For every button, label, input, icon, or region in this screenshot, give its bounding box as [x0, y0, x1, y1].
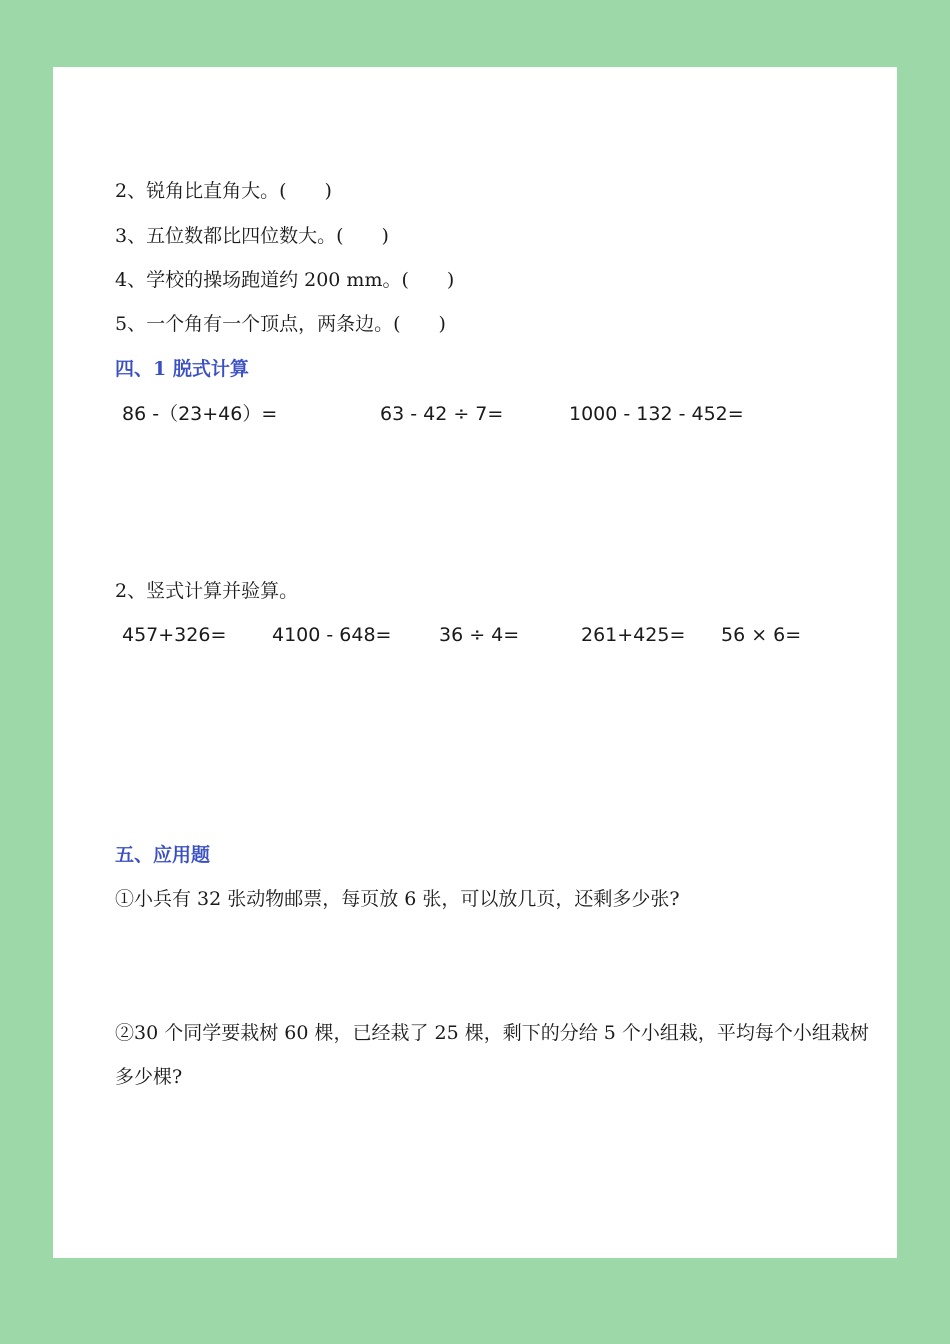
word-problem-2-line-2: 多少棵? — [115, 1066, 183, 1088]
section-heading-calculation: 四、1 脱式计算 — [115, 358, 249, 380]
worksheet-page — [53, 67, 897, 1258]
vertical-calc-5: 56 × 6= — [721, 624, 802, 646]
true-false-item-5: 5、一个角有一个顶点，两条边。( ) — [115, 313, 446, 335]
vertical-calc-title: 2、竖式计算并验算。 — [115, 580, 299, 602]
calc-expression-2: 63 - 42 ÷ 7= — [380, 403, 504, 425]
section-heading-word-problems: 五、应用题 — [115, 844, 211, 866]
word-problem-1: ①小兵有 32 张动物邮票，每页放 6 张，可以放几页，还剩多少张? — [115, 888, 680, 910]
calc-expression-3: 1000 - 132 - 452= — [569, 403, 744, 425]
vertical-calc-4: 261+425= — [581, 624, 686, 646]
true-false-item-2: 2、锐角比直角大。( ) — [115, 180, 332, 202]
true-false-item-3: 3、五位数都比四位数大。( ) — [115, 225, 389, 247]
vertical-calc-1: 457+326= — [122, 624, 227, 646]
vertical-calc-3: 36 ÷ 4= — [439, 624, 520, 646]
word-problem-2-line-1: ②30 个同学要栽树 60 棵，已经栽了 25 棵，剩下的分给 5 个小组栽，平均每个小组栽树 — [115, 1022, 869, 1044]
vertical-calc-2: 4100 - 648= — [272, 624, 392, 646]
calc-expression-1: 86 -（23+46）= — [122, 403, 278, 425]
true-false-item-4: 4、学校的操场跑道约 200 mm。( ) — [115, 269, 455, 291]
